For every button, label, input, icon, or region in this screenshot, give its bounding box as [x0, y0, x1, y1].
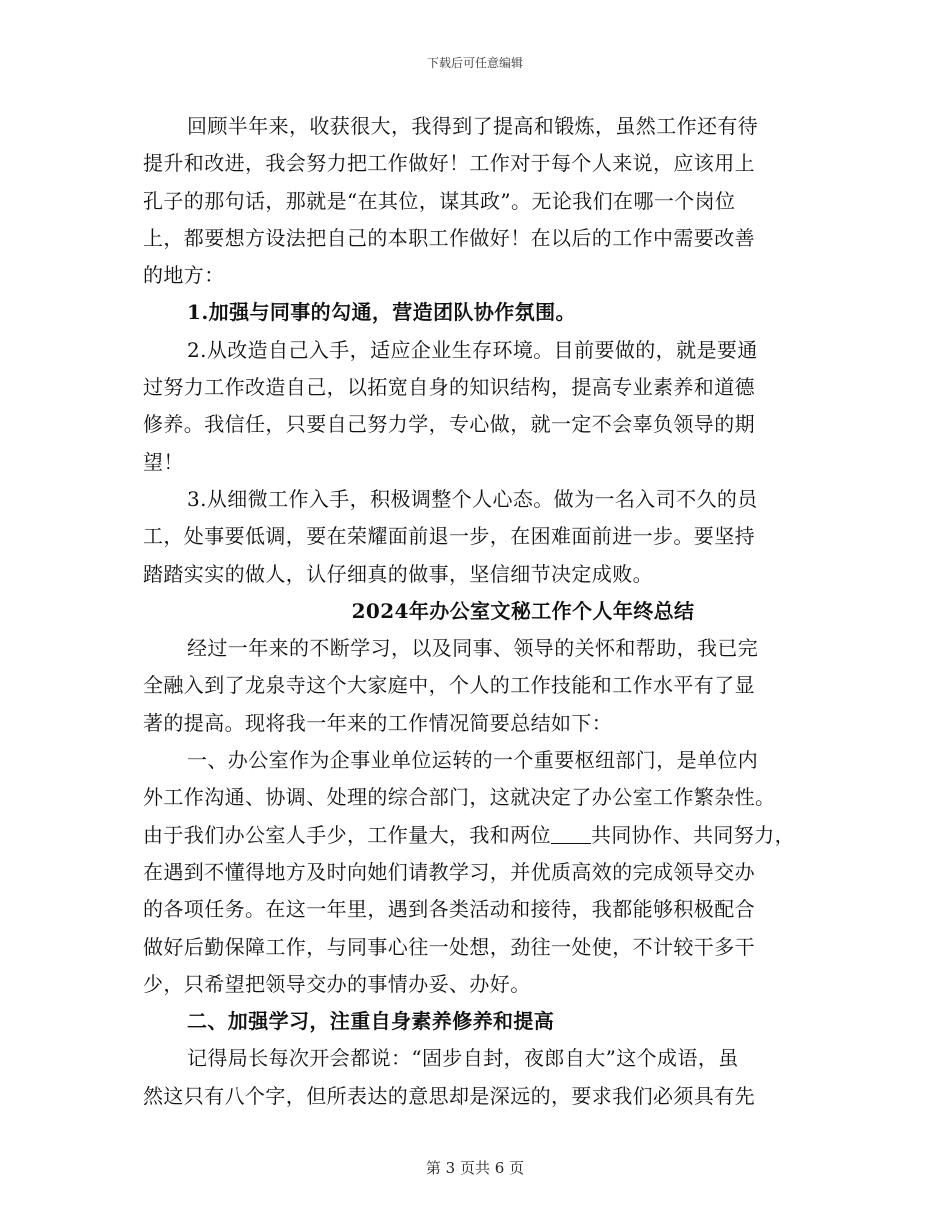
list-item-line: 2.从改造自己入手，适应企业生存环境。目前要做的，就是要通 — [187, 337, 758, 362]
paragraph-line: 上，都要想方设法把自己的本职工作做好！在以后的工作中需要改善 — [143, 225, 755, 250]
paragraph-line: 踏踏实实的做人，认仔细真的做事，坚信细节决定成败。 — [143, 561, 653, 586]
text-segment: 由于我们办公室人手少，工作量大，我和两位 — [143, 822, 551, 847]
paragraph-line: 少，只希望把领导交办的事情办妥、办好。 — [143, 971, 531, 996]
paragraph-line: 然这只有八个字，但所表达的意思却是深远的，要求我们必须具有先 — [143, 1083, 755, 1108]
paragraph-line: 记得局长每次开会都说：“固步自封，夜郎自大”这个成语，虽 — [187, 1046, 739, 1071]
list-item-line: 3.从细微工作入手，积极调整个人心态。做为一名入司不久的员 — [187, 486, 758, 511]
paragraph-line: 全融入到了龙泉寺这个大家庭中，个人的工作技能和工作水平有了显 — [143, 673, 755, 698]
paragraph-line: 的地方： — [143, 263, 225, 288]
paragraph-line: 的各项任务。在这一年里，遇到各类活动和接待，我都能够积极配合 — [143, 897, 755, 922]
page-footer: 第 3 页共 6 页 — [425, 1159, 525, 1177]
paragraph-line: 回顾半年来，收获很大，我得到了提高和锻炼，虽然工作还有待 — [187, 114, 759, 138]
fill-in-blank — [551, 823, 591, 844]
paragraph-line-with-blank — [143, 817, 813, 854]
paragraph-line: 过努力工作改造自己，以拓宽自身的知识结构，提高专业素养和道德 — [143, 375, 755, 400]
paragraph-line: 一、办公室作为企事业单位运转的一个重要枢纽部门，是单位内 — [187, 748, 759, 773]
paragraph-line: 修养。我信任，只要自己努力学，专心做，就一定不会辜负领导的期 — [143, 412, 755, 437]
paragraph-line: 经过一年来的不断学习，以及同事、领导的关怀和帮助，我已完 — [187, 636, 759, 661]
page-header: 下载后可任意编辑 — [426, 56, 523, 70]
paragraph-line: 外工作沟通、协调、处理的综合部门，这就决定了办公室工作繁杂性。 — [143, 785, 776, 810]
section-title: 2024年办公室文秘工作个人年终总结 — [351, 598, 695, 623]
paragraph-line: 做好后勤保障工作，与同事心往一处想，劲往一处使，不计较干多干 — [143, 934, 755, 959]
paragraph-line: 孔子的那句话，那就是“在其位，谋其政”。无论我们在哪一个岗位 — [143, 188, 736, 213]
paragraph-line: 望！ — [143, 449, 184, 474]
paragraph-line: 著的提高。现将我一年来的工作情况简要总结如下： — [143, 710, 613, 735]
document-body — [143, 108, 813, 1115]
text-segment: 共同协作、共同努力， — [591, 822, 795, 847]
paragraph-line: 提升和改进，我会努力把工作做好！工作对于每个人来说，应该用上 — [143, 151, 755, 176]
subsection-heading: 二、加强学习，注重自身素养修养和提高 — [187, 1009, 555, 1034]
list-item-heading: 1.加强与同事的勾通，营造团队协作氛围。 — [187, 300, 576, 325]
paragraph-line: 工，处事要低调，要在荣耀面前退一步，在困难面前进一步。要坚持 — [143, 524, 755, 549]
paragraph-line: 在遇到不懂得地方及时向她们请教学习，并优质高效的完成领导交办 — [143, 859, 755, 884]
